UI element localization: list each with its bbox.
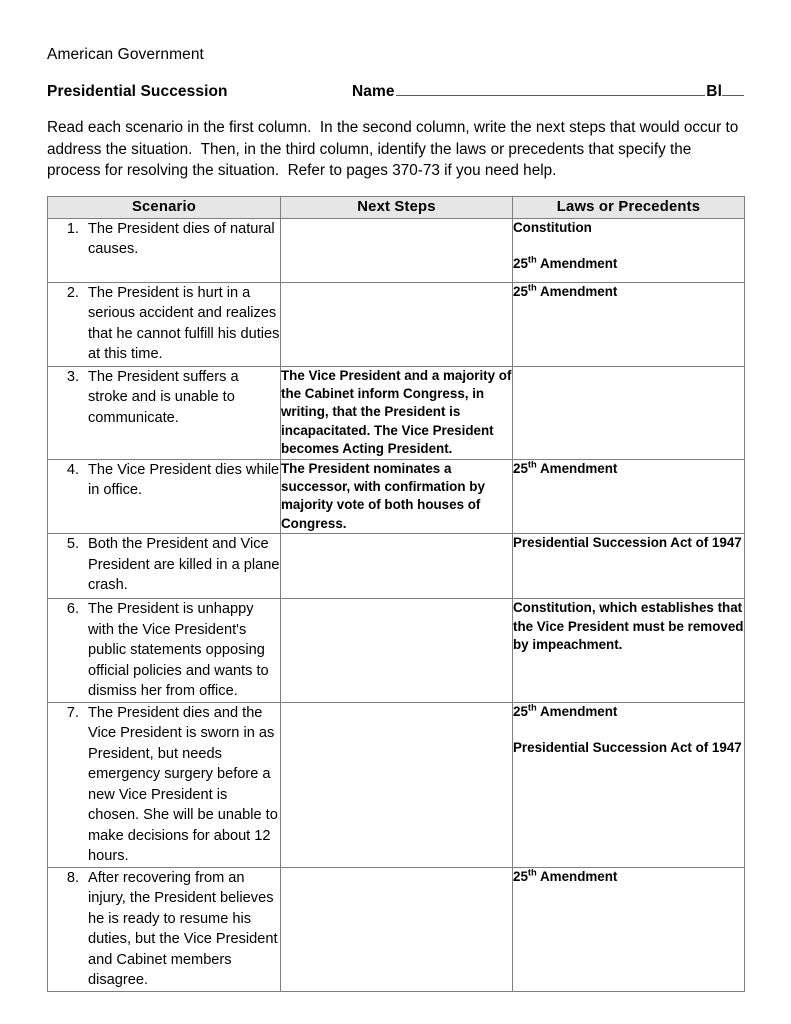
ordinal-suffix: th (527, 253, 537, 265)
scenario-text: The President suffers a stroke and is unable to communicate. (88, 368, 239, 426)
table-row (48, 534, 745, 599)
law-entry (513, 868, 744, 886)
scenario-text: The President dies of natural causes. (88, 220, 275, 257)
scenario-number: 4. (66, 461, 79, 478)
next-steps-cell[interactable] (281, 599, 513, 703)
scenario-text: Both the President and Vice President are killed in a plane crash. (88, 536, 280, 594)
amendment-word: Amendment (536, 868, 618, 884)
amendment-number: 25 (513, 460, 528, 476)
scenario-text: The Vice President dies while in office. (88, 461, 280, 499)
law-entry: Constitution (513, 219, 592, 235)
table-row (48, 282, 745, 366)
ordinal-suffix: th (527, 701, 537, 713)
law-entry (513, 255, 744, 273)
scenario-number: 3. (66, 368, 79, 385)
scenario-number: 2. (66, 284, 79, 301)
law-entry: Constitution, which establishes that the Vice President must be removed by impeachment. (513, 600, 744, 652)
table-header-row (48, 196, 745, 218)
next-steps-answer: The President nominates a successor, with confirmation by majority vote of both houses of Congress. (281, 460, 485, 531)
laws-cell[interactable] (513, 702, 745, 867)
scenario-text: The President dies and the Vice President is sworn in as President, but needs emergency surgery before a new Vice President is chosen. She will be unable to make decisions for about 12 hours. (88, 704, 278, 865)
table-row (48, 702, 745, 867)
page-title: Presidential Succession (47, 83, 228, 100)
column-header-scenario: Scenario (48, 196, 281, 218)
law-entry (513, 703, 744, 721)
column-header-next-steps: Next Steps (281, 196, 513, 218)
next-steps-cell[interactable] (281, 459, 513, 534)
next-steps-answer: The Vice President and a majority of the Cabinet inform Congress, in writing, that the President is incapacitated. The Vice President becomes Acting President. (281, 367, 512, 457)
laws-cell[interactable] (513, 459, 745, 534)
table-body (48, 218, 745, 991)
laws-cell[interactable] (513, 366, 745, 459)
amendment-number: 25 (513, 255, 528, 271)
amendment-number: 25 (513, 703, 528, 719)
scenario-text: The President is unhappy with the Vice President's public statements opposing official policies and wants to dismiss her from office. (88, 601, 269, 700)
laws-cell[interactable] (513, 282, 745, 366)
scenario-table (47, 196, 745, 992)
block-label: Bl (706, 83, 722, 100)
amendment-word: Amendment (536, 283, 618, 299)
scenario-cell (48, 218, 281, 282)
next-steps-cell[interactable] (281, 534, 513, 599)
law-entry (513, 283, 744, 301)
block-blank-line[interactable] (722, 82, 744, 96)
scenario-cell (48, 867, 281, 991)
laws-cell[interactable] (513, 867, 745, 991)
table-row (48, 366, 745, 459)
scenario-cell (48, 599, 281, 703)
scenario-number: 7. (66, 704, 79, 721)
amendment-word: Amendment (536, 255, 618, 271)
law-entry: Presidential Succession Act of 1947 (513, 535, 742, 551)
law-entry (513, 460, 744, 478)
column-header-laws: Laws or Precedents (513, 196, 745, 218)
table-row (48, 599, 745, 703)
scenario-text: After recovering from an injury, the President believes he is ready to resume his duties, but the Vice President and Cabinet members disagree. (88, 869, 278, 989)
title-row (47, 82, 744, 101)
next-steps-cell[interactable] (281, 366, 513, 459)
next-steps-cell[interactable] (281, 218, 513, 282)
laws-cell[interactable] (513, 599, 745, 703)
amendment-number: 25 (513, 283, 528, 299)
ordinal-suffix: th (527, 281, 537, 293)
table-row (48, 459, 745, 534)
scenario-text: The President is hurt in a serious accident and realizes that he cannot fulfill his duties at this time. (88, 284, 280, 362)
name-label: Name (352, 83, 395, 100)
scenario-cell (48, 534, 281, 599)
ordinal-suffix: th (527, 458, 537, 470)
laws-cell[interactable] (513, 218, 745, 282)
amendment-word: Amendment (536, 703, 618, 719)
next-steps-cell[interactable] (281, 282, 513, 366)
ordinal-suffix: th (527, 866, 537, 878)
course-name: American Government (47, 46, 204, 63)
law-entry: Presidential Succession Act of 1947 (513, 740, 742, 756)
scenario-number: 6. (66, 601, 79, 618)
instructions-paragraph: Read each scenario in the first column. In the second column, write the next steps that would occur to address the situation. Then, in the third column, identify the laws or precedents that specify the process for resolving the situation. Refer to pages 370-73 if you need help. (47, 119, 743, 179)
next-steps-cell[interactable] (281, 702, 513, 867)
scenario-number: 5. (66, 536, 79, 553)
next-steps-cell[interactable] (281, 867, 513, 991)
scenario-cell (48, 282, 281, 366)
laws-cell[interactable] (513, 534, 745, 599)
scenario-cell (48, 702, 281, 867)
scenario-number: 8. (66, 869, 79, 886)
scenario-cell (48, 459, 281, 534)
scenario-cell (48, 366, 281, 459)
table-row (48, 867, 745, 991)
name-blank-line[interactable] (396, 82, 706, 96)
amendment-word: Amendment (536, 460, 618, 476)
table-row (48, 218, 745, 282)
amendment-number: 25 (513, 868, 528, 884)
scenario-number: 1. (66, 220, 79, 237)
